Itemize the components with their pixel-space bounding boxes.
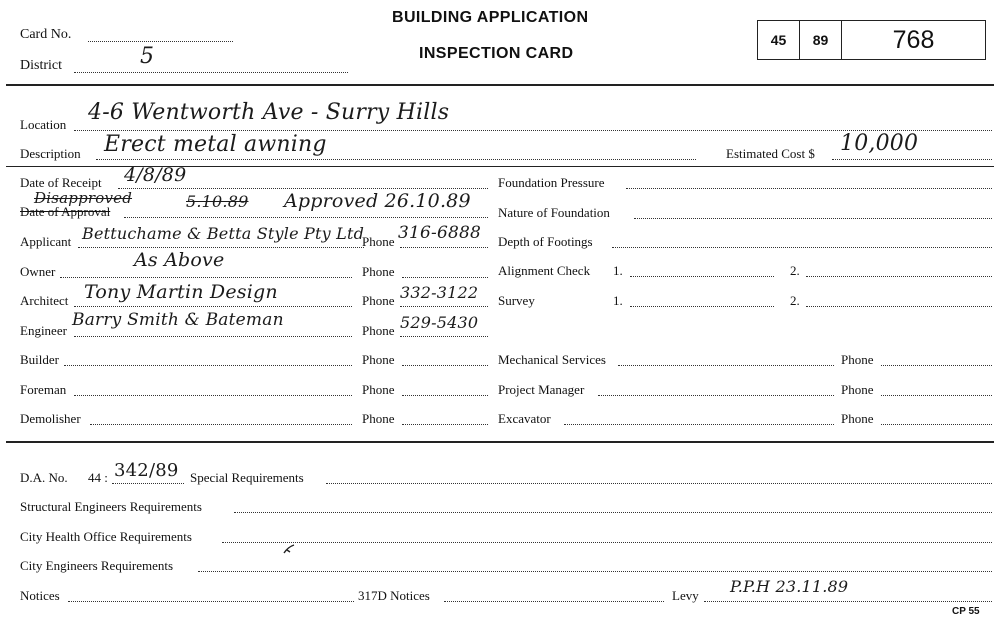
date-receipt-value: 4/8/89: [124, 164, 187, 186]
owner-phone-field[interactable]: [402, 277, 488, 278]
project-manager-phone-label: Phone: [841, 382, 874, 397]
date-approval-field[interactable]: [124, 217, 488, 218]
card-box-1-value: 45: [770, 32, 787, 48]
depth-footings-field[interactable]: [612, 247, 992, 248]
applicant-phone-label: Phone: [362, 234, 395, 249]
structural-label: Structural Engineers Requirements: [20, 499, 202, 514]
alignment-check-num2: 2.: [790, 263, 800, 278]
mechanical-label: Mechanical Services: [498, 352, 606, 367]
excavator-phone-label: Phone: [841, 411, 874, 426]
alignment-check-field-1[interactable]: [630, 276, 774, 277]
foreman-phone-label: Phone: [362, 382, 395, 397]
engineer-label: Engineer: [20, 323, 67, 338]
city-engineers-field[interactable]: [198, 571, 992, 572]
form-title-line2: INSPECTION CARD: [419, 45, 574, 62]
builder-field[interactable]: [64, 365, 352, 366]
district-label: District: [20, 58, 62, 73]
notices-label: Notices: [20, 588, 60, 603]
estimated-cost-label: Estimated Cost $: [726, 146, 815, 161]
form-code: CP 55: [952, 606, 980, 617]
demolisher-phone-label: Phone: [362, 411, 395, 426]
divider-top: [6, 84, 994, 86]
applicant-label: Applicant: [20, 234, 72, 249]
foundation-pressure-field[interactable]: [626, 188, 992, 189]
applicant-value: Bettuchame & Betta Style Pty Ltd: [82, 224, 365, 243]
da-field[interactable]: [112, 483, 184, 484]
architect-phone-field[interactable]: [400, 306, 488, 307]
levy-value: P.P.H 23.11.89: [730, 577, 849, 596]
notices-field[interactable]: [68, 601, 354, 602]
district-field[interactable]: [74, 72, 348, 73]
excavator-field[interactable]: [564, 424, 834, 425]
da-prefix: 44 :: [88, 470, 108, 485]
project-manager-phone-field[interactable]: [881, 395, 992, 396]
excavator-phone-field[interactable]: [881, 424, 992, 425]
disapproved-value: Disapproved: [34, 189, 133, 207]
project-manager-label: Project Manager: [498, 382, 585, 397]
demolisher-label: Demolisher: [20, 411, 81, 426]
engineer-field[interactable]: [74, 336, 352, 337]
health-field[interactable]: [222, 542, 992, 543]
foreman-label: Foreman: [20, 382, 67, 397]
builder-phone-field[interactable]: [402, 365, 488, 366]
estimated-cost-field[interactable]: [832, 159, 992, 160]
survey-field-2[interactable]: [806, 306, 992, 307]
alignment-check-field-2[interactable]: [806, 276, 992, 277]
description-field[interactable]: [96, 159, 696, 160]
notices-317d-field[interactable]: [444, 601, 664, 602]
survey-num1: 1.: [613, 293, 623, 308]
card-box-2-value: 89: [812, 32, 829, 48]
foundation-pressure-label: Foundation Pressure: [498, 175, 605, 190]
location-label: Location: [20, 117, 67, 132]
excavator-label: Excavator: [498, 411, 551, 426]
engineer-value: Barry Smith & Bateman: [72, 310, 284, 330]
project-manager-field[interactable]: [598, 395, 834, 396]
survey-field-1[interactable]: [630, 306, 774, 307]
description-value: Erect metal awning: [104, 132, 327, 157]
foreman-phone-field[interactable]: [402, 395, 488, 396]
owner-value: As Above: [134, 249, 225, 271]
foreman-field[interactable]: [74, 395, 352, 396]
nature-foundation-label: Nature of Foundation: [498, 205, 610, 220]
applicant-phone-field[interactable]: [400, 247, 488, 248]
owner-field[interactable]: [60, 277, 352, 278]
survey-num2: 2.: [790, 293, 800, 308]
card-box-1: [757, 20, 800, 60]
date-receipt-label: Date of Receipt: [20, 175, 102, 190]
da-label: D.A. No.: [20, 470, 68, 485]
pen-mark-icon: [282, 543, 296, 555]
special-requirements-field[interactable]: [326, 483, 992, 484]
district-value: 5: [140, 44, 155, 69]
estimated-cost-value: 10,000: [840, 131, 919, 156]
special-requirements-label: Special Requirements: [190, 470, 304, 485]
builder-label: Builder: [20, 352, 59, 367]
struck-date-value: 5.10.89: [186, 192, 249, 211]
divider-middle: [6, 441, 994, 443]
card-no-label: Card No.: [20, 27, 72, 42]
architect-phone-label: Phone: [362, 293, 395, 308]
owner-label: Owner: [20, 264, 56, 279]
mechanical-phone-field[interactable]: [881, 365, 992, 366]
notices-317d-label: 317D Notices: [358, 588, 430, 603]
card-no-field[interactable]: [88, 41, 233, 42]
city-engineers-label: City Engineers Requirements: [20, 558, 174, 573]
demolisher-field[interactable]: [90, 424, 352, 425]
owner-phone-label: Phone: [362, 264, 395, 279]
applicant-phone-value: 316-6888: [398, 223, 482, 243]
engineer-phone-label: Phone: [362, 323, 395, 338]
health-label: City Health Office Requirements: [20, 529, 192, 544]
demolisher-phone-field[interactable]: [402, 424, 488, 425]
description-label: Description: [20, 146, 81, 161]
form-title-line1: BUILDING APPLICATION: [392, 9, 589, 26]
architect-phone-value: 332-3122: [400, 283, 479, 302]
applicant-field[interactable]: [78, 247, 364, 248]
survey-label: Survey: [498, 293, 535, 308]
engineer-phone-value: 529-5430: [400, 313, 479, 332]
levy-label: Levy: [672, 588, 699, 603]
card-box-3-value: 768: [892, 25, 935, 54]
structural-field[interactable]: [234, 512, 992, 513]
builder-phone-label: Phone: [362, 352, 395, 367]
date-receipt-field[interactable]: [118, 188, 488, 189]
architect-label: Architect: [20, 293, 69, 308]
card-box-2: [799, 20, 842, 60]
nature-foundation-field[interactable]: [634, 218, 992, 219]
engineer-phone-field[interactable]: [400, 336, 488, 337]
architect-field[interactable]: [74, 306, 352, 307]
architect-value: Tony Martin Design: [84, 281, 278, 303]
location-value: 4-6 Wentworth Ave - Surry Hills: [88, 100, 450, 125]
mechanical-field[interactable]: [618, 365, 834, 366]
levy-field[interactable]: [704, 601, 992, 602]
date-approval-label: Date of Approval: [20, 204, 111, 219]
alignment-check-num1: 1.: [613, 263, 623, 278]
depth-footings-label: Depth of Footings: [498, 234, 593, 249]
approved-value: Approved 26.10.89: [284, 190, 471, 212]
card-box-3: [841, 20, 986, 60]
alignment-check-label: Alignment Check: [498, 263, 591, 278]
mechanical-phone-label: Phone: [841, 352, 874, 367]
da-value: 342/89: [114, 460, 179, 481]
